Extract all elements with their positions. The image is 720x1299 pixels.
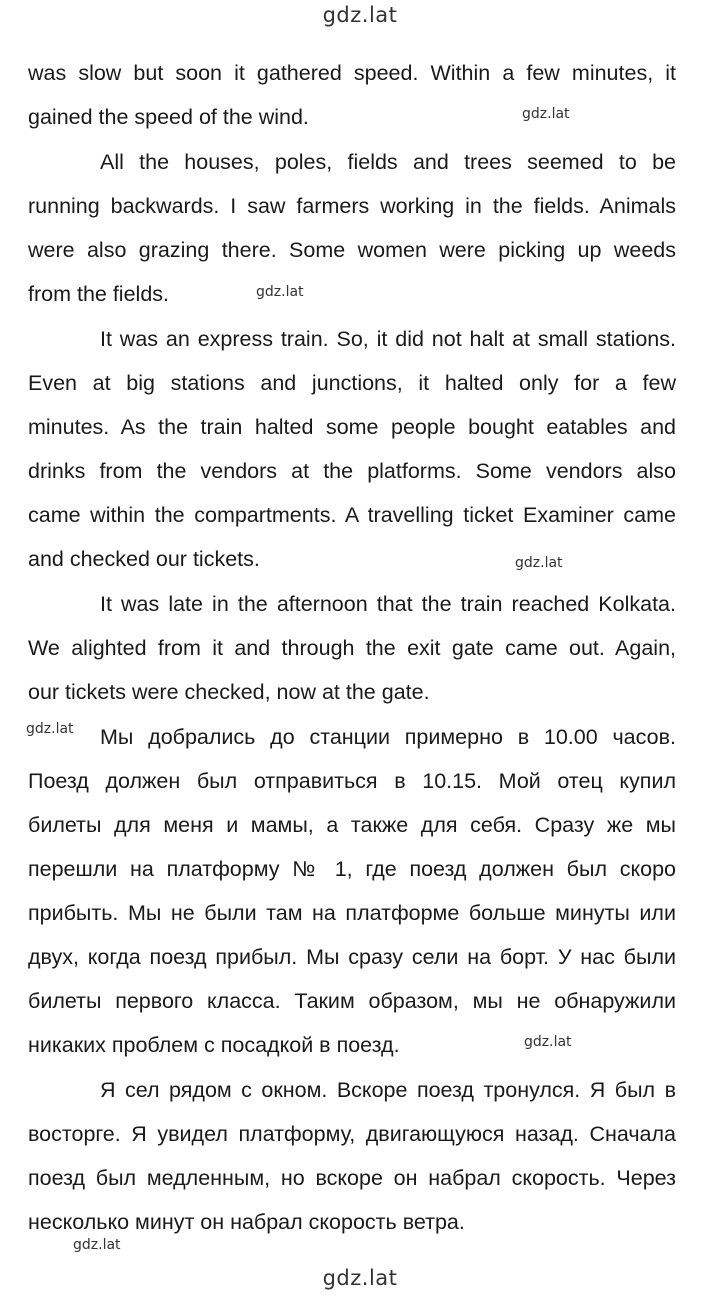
text-line: никаких проблем с посадкой в поезд. xyxy=(28,1033,400,1057)
text-line: from the fields. xyxy=(28,282,169,306)
text-line: We alighted from it and through the exit gate came out. Again, xyxy=(28,636,676,660)
inline-watermark: gdz.lat xyxy=(524,1034,572,1050)
text-line: All the houses, poles, fields and trees seemed to be xyxy=(100,150,676,174)
text-line: несколько минут он набрал скорость ветра. xyxy=(28,1210,465,1234)
text-line: Я сел рядом с окном. Вскоре поезд тронулся. Я был в xyxy=(100,1078,676,1102)
text-line: двух, когда поезд прибыл. Мы сразу сели на борт. У нас были xyxy=(28,945,676,969)
text-line: Мы добрались до станции примерно в 10.00 часов. xyxy=(100,725,676,749)
text-line: билеты первого класса. Таким образом, мы не обнаружили xyxy=(28,989,676,1013)
inline-watermark: gdz.lat xyxy=(522,106,570,122)
footer-watermark: gdz.lat xyxy=(322,1266,398,1290)
text-line: was slow but soon it gathered speed. Within a few minutes, it xyxy=(28,61,676,85)
inline-watermark: gdz.lat xyxy=(73,1237,121,1253)
text-line: were also grazing there. Some women were picking up weeds xyxy=(28,238,676,262)
text-line: восторге. Я увидел платформу, двигающуюся назад. Сначала xyxy=(28,1122,676,1146)
header-watermark: gdz.lat xyxy=(322,3,398,27)
text-line: running backwards. I saw farmers working in the fields. Animals xyxy=(28,194,676,218)
text-line: drinks from the vendors at the platforms. Some vendors also xyxy=(28,459,676,483)
text-line: It was late in the afternoon that the train reached Kolkata. xyxy=(100,592,676,616)
text-line: билеты для меня и мамы, а также для себя. Сразу же мы xyxy=(28,813,676,837)
inline-watermark: gdz.lat xyxy=(26,721,74,737)
text-line: поезд был медленным, но вскоре он набрал скорость. Через xyxy=(28,1166,676,1190)
inline-watermark: gdz.lat xyxy=(515,555,563,571)
text-line: It was an express train. So, it did not halt at small stations. xyxy=(100,327,676,351)
text-line: and checked our tickets. xyxy=(28,547,260,571)
text-line: minutes. As the train halted some people bought eatables and xyxy=(28,415,676,439)
text-line: gained the speed of the wind. xyxy=(28,105,309,129)
text-line: Even at big stations and junctions, it halted only for a few xyxy=(28,371,676,395)
text-line: came within the compartments. A travelling ticket Examiner came xyxy=(28,503,676,527)
text-line: перешли на платформу № 1, где поезд должен был скоро xyxy=(28,857,676,881)
text-line: прибыть. Мы не были там на платформе больше минуты или xyxy=(28,901,676,925)
inline-watermark: gdz.lat xyxy=(256,284,304,300)
text-line: our tickets were checked, now at the gate. xyxy=(28,680,430,704)
text-line: Поезд должен был отправиться в 10.15. Мой отец купил xyxy=(28,769,676,793)
